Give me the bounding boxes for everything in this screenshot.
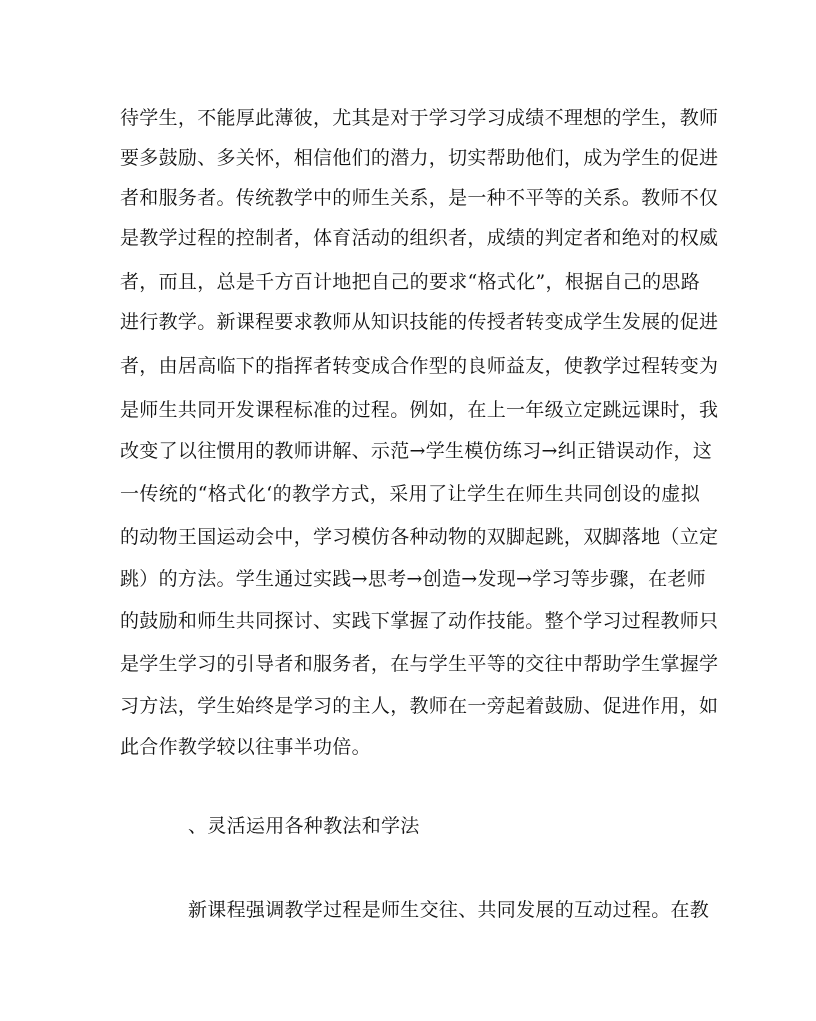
paragraph-line: 待学生，不能厚此薄彼，尤其是对于学习学习成绩不理想的学生，教师 bbox=[120, 107, 719, 129]
paragraph-line: 者，而且，总是千方百计地把自己的要求“格式化”，根据自己的思路 bbox=[120, 271, 700, 293]
paragraph-line: 改变了以往惯用的教师讲解、示范→学生模仿练习→纠正错误动作，这 bbox=[120, 440, 713, 462]
paragraph-line: 跳）的方法。学生通过实践→思考→创造→发现→学习等步骤，在老师 bbox=[120, 568, 706, 590]
paragraph-line: 习方法，学生始终是学习的主人，教师在一旁起着鼓励、促进作用，如 bbox=[120, 695, 719, 717]
paragraph-line: 一传统的“格式化‘的教学方式，采用了让学生在师生共同创设的虚拟 bbox=[120, 483, 700, 505]
paragraph-line: 进行教学。新课程要求教师从知识技能的传授者转变成学生发展的促进 bbox=[120, 311, 719, 333]
paragraph-line: 是学生学习的引导者和服务者，在与学生平等的交往中帮助学生掌握学 bbox=[120, 653, 719, 675]
section-heading: 、灵活运用各种教法和学法 bbox=[188, 815, 420, 837]
paragraph-line: 此合作教学较以往事半功倍。 bbox=[120, 736, 371, 758]
paragraph-line: 者，由居高临下的指挥者转变成合作型的良师益友，使教学过程转变为 bbox=[120, 355, 719, 377]
paragraph-line: 要多鼓励、多关怀，相信他们的潜力，切实帮助他们，成为学生的促进 bbox=[120, 147, 719, 169]
paragraph-line: 的动物王国运动会中，学习模仿各种动物的双脚起跳，双脚落地（立定 bbox=[120, 526, 719, 548]
paragraph-line: 者和服务者。传统教学中的师生关系，是一种不平等的关系。教师不仅 bbox=[120, 187, 719, 209]
paragraph-line: 新课程强调教学过程是师生交往、共同发展的互动过程。在教 bbox=[188, 899, 710, 921]
paragraph-line: 的鼓励和师生共同探讨、实践下掌握了动作技能。整个学习过程教师只 bbox=[120, 610, 719, 632]
paragraph-line: 是师生共同开发课程标准的过程。例如，在上一年级立定跳远课时，我 bbox=[120, 399, 719, 421]
paragraph-line: 是教学过程的控制者，体育活动的组织者，成绩的判定者和绝对的权威 bbox=[120, 227, 719, 249]
